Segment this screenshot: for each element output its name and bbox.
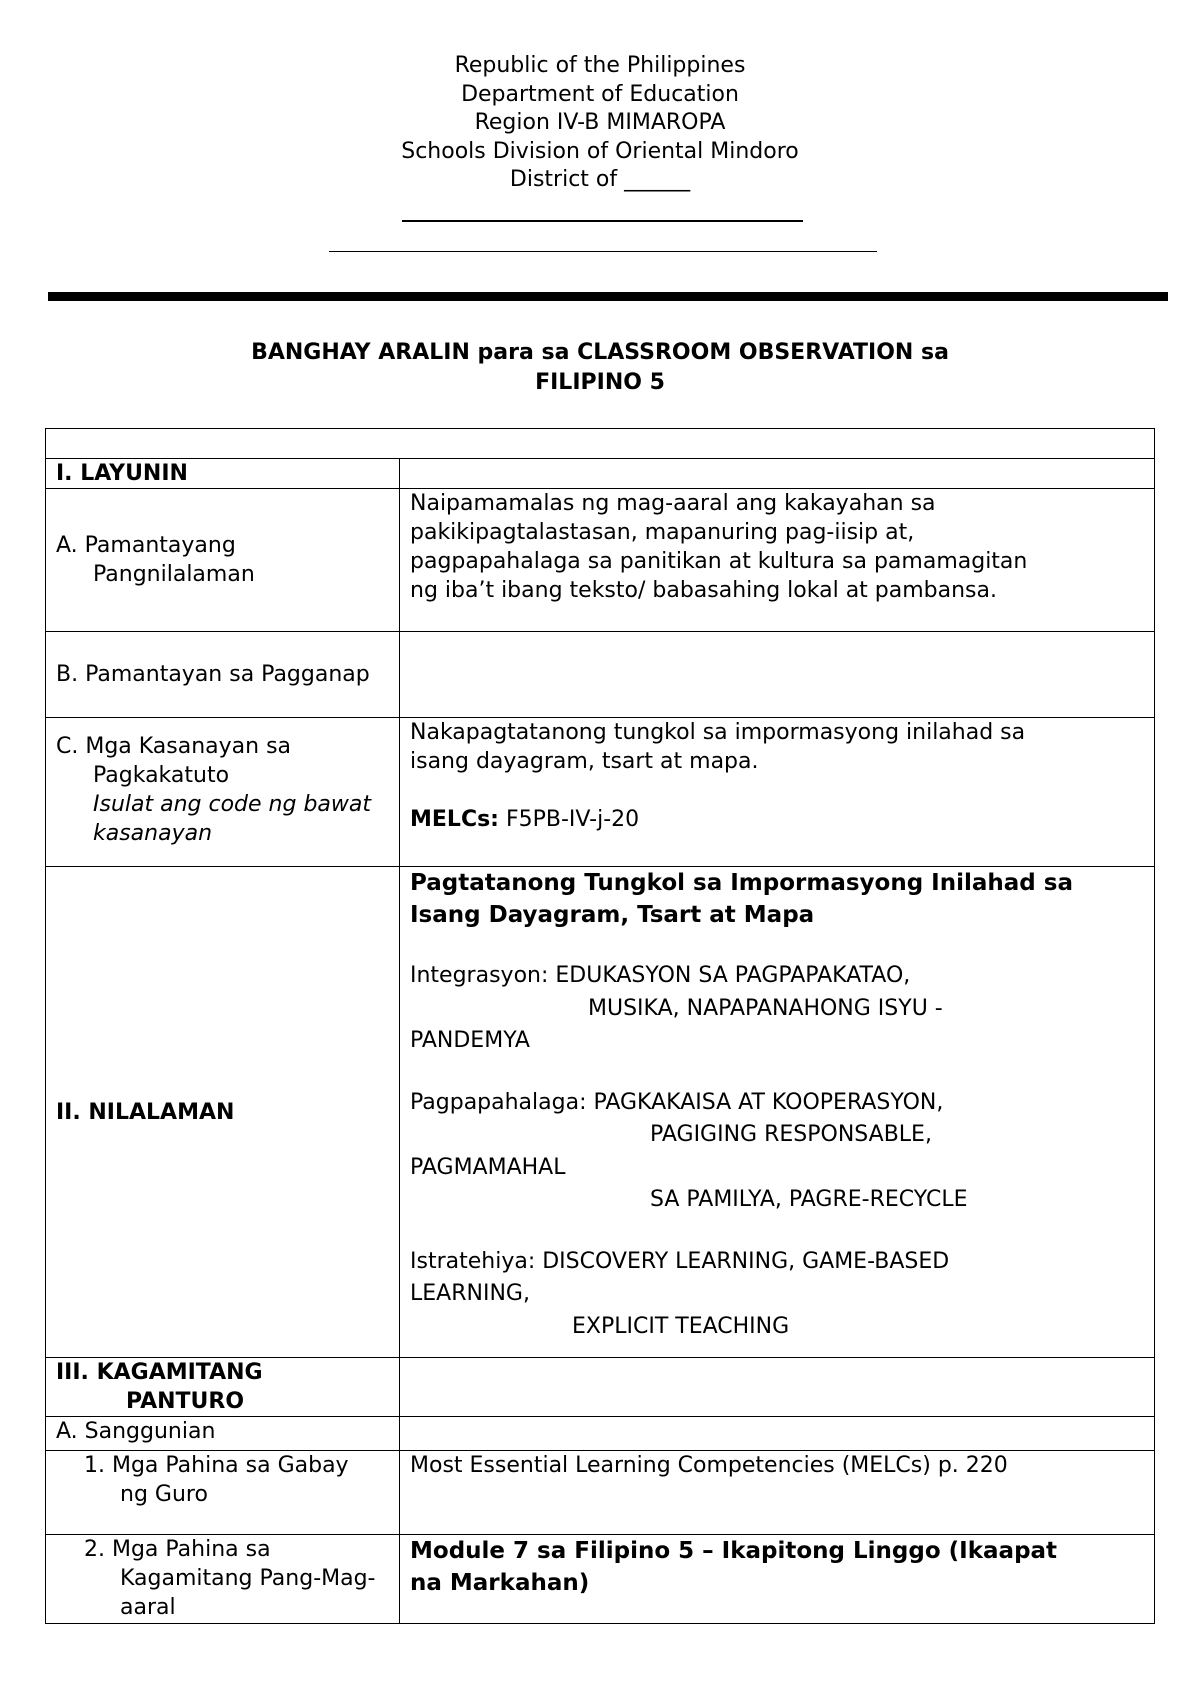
label-line: Kagamitang Pang-Mag- (120, 1566, 376, 1591)
pagpapahalaga-line: PAGMAMAHAL (410, 1154, 566, 1180)
gabay-ng-guro-content: Most Essential Learning Competencies (MELCs) p. 220 (400, 1451, 1155, 1535)
nilalaman-heading: II. NILALAMAN (46, 867, 400, 1358)
istratehiya-line: Istratehiya: DISCOVERY LEARNING, GAME-BASED (410, 1248, 950, 1274)
header-divider (48, 292, 1168, 301)
table-row-mga-kasanayan (46, 718, 1155, 867)
content-line: Nakapagtatanong tungkol sa impormasyong inilahad sa (410, 720, 1026, 745)
label-italic-line: Isulat ang code ng bawat (93, 792, 371, 817)
pamantayang-pangnilalaman-content (400, 489, 1155, 632)
table-row-sanggunian (46, 1417, 1155, 1451)
integrasyon-line: PANDEMYA (410, 1028, 530, 1053)
label-line: 1. Mga Pahina sa Gabay (84, 1453, 349, 1478)
kagamitang-pang-mag-aaral-content (400, 1535, 1155, 1624)
pamantayan-sa-pagganap-content (400, 632, 1155, 718)
topic-line: Pagtatanong Tungkol sa Impormasyong Inilahad sa (410, 870, 1073, 896)
module-line: na Markahan) (410, 1570, 590, 1596)
header-department: Department of Education (461, 81, 739, 107)
label-line: Pagkakatuto (93, 763, 230, 788)
integrasyon-line: Integrasyon: EDUKASYON SA PAGPAPAKATAO, (410, 963, 911, 988)
label-line: 2. Mga Pahina sa (84, 1537, 271, 1562)
istratehiya-line: LEARNING, (410, 1281, 530, 1306)
table-row-pamantayang-pangnilalaman (46, 489, 1155, 632)
header-region: Region IV-B MIMAROPA (474, 110, 726, 135)
table-row-gabay-ng-guro (46, 1451, 1155, 1535)
layunin-heading-content (400, 459, 1155, 489)
mga-kasanayan-label (46, 718, 400, 867)
kagamitang-panturo-content (400, 1358, 1155, 1417)
istratehiya-line: EXPLICIT TEACHING (572, 1313, 790, 1339)
table-row-kagamitang-pang-mag-aaral (46, 1535, 1155, 1624)
kagamitang-panturo-heading (46, 1358, 400, 1417)
school-address-blank-line (329, 251, 877, 252)
integrasyon-line: MUSIKA, NAPAPANAHONG ISYU - (588, 995, 943, 1021)
lesson-plan-table (45, 428, 1155, 1624)
document-header (0, 52, 1200, 195)
blank-cell (46, 429, 1155, 459)
label-line: A. Pamantayang (56, 533, 236, 558)
header-division: Schools Division of Oriental Mindoro (401, 138, 799, 164)
table-row-kagamitang-panturo (46, 1358, 1155, 1417)
table-row-nilalaman (46, 867, 1155, 1358)
topic-line: Isang Dayagram, Tsart at Mapa (410, 902, 815, 928)
heading-line: PANTURO (126, 1389, 245, 1414)
content-line: Naipamamalas ng mag-aaral ang kakayahan sa (410, 491, 936, 516)
melcs-label: MELCs: (410, 807, 499, 832)
gabay-ng-guro-label (46, 1451, 400, 1535)
label-line: C. Mga Kasanayan sa (56, 734, 292, 759)
header-republic: Republic of the Philippines (454, 53, 746, 78)
melcs-code: F5PB-IV-j-20 (498, 807, 640, 832)
content-line: ng iba’t ibang teksto/ babasahing lokal at pambansa. (410, 578, 997, 603)
table-row-pamantayan-sa-pagganap (46, 632, 1155, 718)
kagamitang-pang-mag-aaral-label (46, 1535, 400, 1624)
content-line: pagpapahalaga sa panitikan at kultura sa pamamagitan (410, 549, 1028, 574)
content-line: pakikipagtalastasan, mapanuring pag-iisip at, (410, 520, 915, 545)
title-line-1: BANGHAY ARALIN para sa CLASSROOM OBSERVATION sa (251, 340, 949, 365)
label-line: Pangnilalaman (93, 562, 255, 587)
sanggunian-label: A. Sanggunian (46, 1417, 400, 1451)
pagpapahalaga-line: SA PAMILYA, PAGRE-RECYCLE (650, 1187, 968, 1212)
pagpapahalaga-line: PAGIGING RESPONSABLE, (650, 1122, 932, 1147)
content-line: isang dayagram, tsart at mapa. (410, 749, 759, 774)
mga-kasanayan-content (400, 718, 1155, 867)
module-line: Module 7 sa Filipino 5 – Ikapitong Linggo (Ikaapat (410, 1538, 1058, 1564)
pagpapahalaga-line: Pagpapahalaga: PAGKAKAISA AT KOOPERASYON, (410, 1089, 944, 1115)
document-title (0, 338, 1200, 398)
table-row-layunin (46, 459, 1155, 489)
table-blank-row (46, 429, 1155, 459)
label-line: aaral (120, 1595, 176, 1620)
nilalaman-content (400, 867, 1155, 1358)
header-district: District of ______ (509, 167, 691, 192)
sanggunian-content (400, 1417, 1155, 1451)
layunin-heading: I. LAYUNIN (46, 459, 400, 489)
label-italic-line: kasanayan (93, 821, 213, 846)
heading-line: III. KAGAMITANG (56, 1360, 263, 1385)
pamantayan-sa-pagganap-label: B. Pamantayan sa Pagganap (46, 632, 400, 718)
school-name-blank-line (402, 220, 803, 222)
label-line: ng Guro (120, 1482, 208, 1507)
title-line-2: FILIPINO 5 (535, 370, 665, 395)
pamantayang-pangnilalaman-label (46, 489, 400, 632)
melcs-line (410, 805, 1144, 834)
